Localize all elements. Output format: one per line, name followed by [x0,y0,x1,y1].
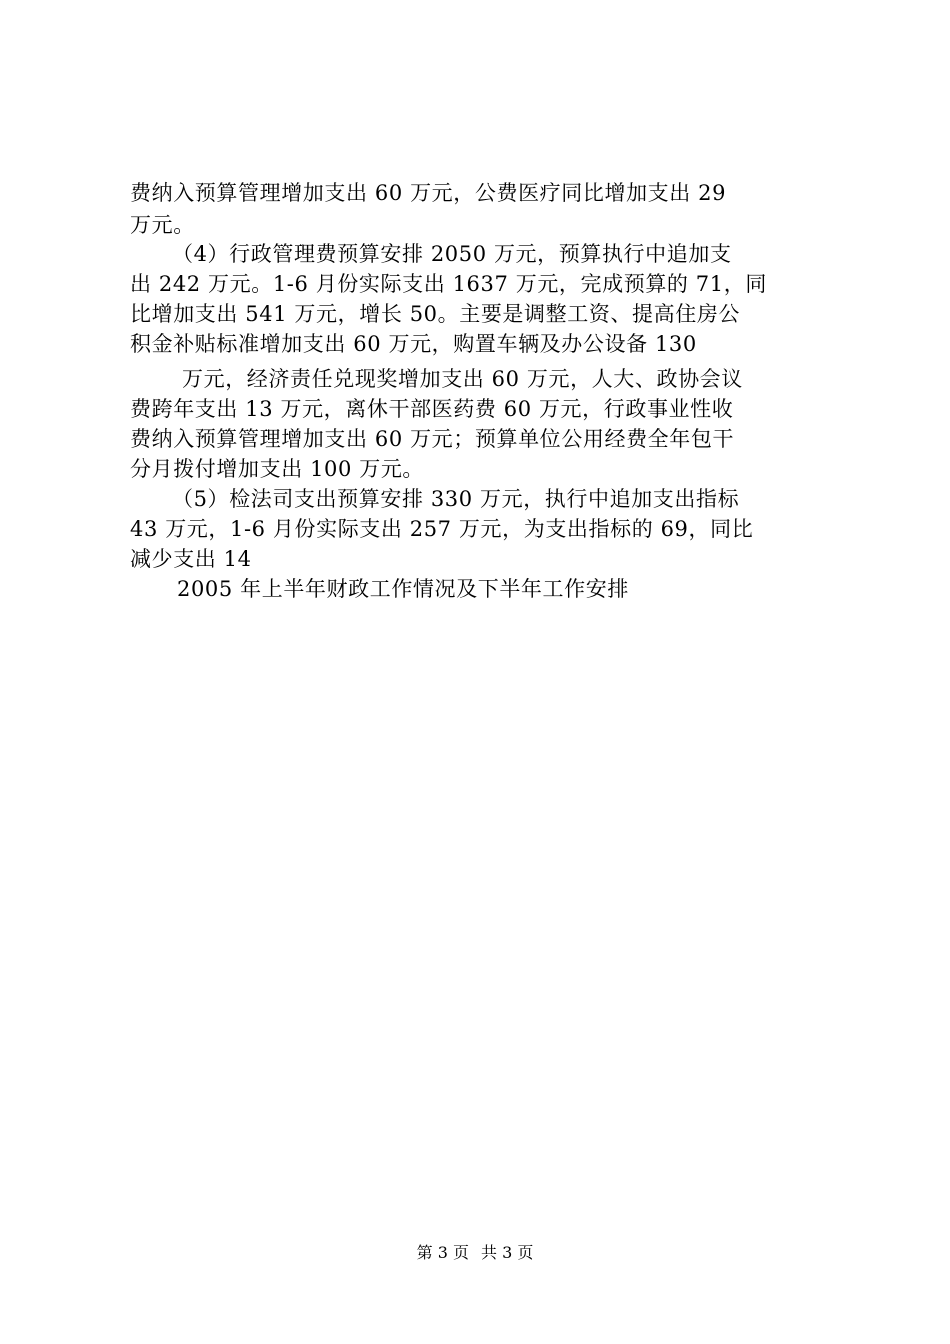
body-line: 费纳入预算管理增加支出 60 万元；预算单位公用经费全年包干 [130,427,735,451]
body-line: 万元，经济责任兑现奖增加支出 60 万元，人大、政协会议 [182,367,743,391]
page-footer [0,1242,950,1264]
body-line: 分月拨付增加支出 100 万元。 [130,457,425,481]
page-number: 第 3 页 [416,1243,469,1262]
document-title-line: 2005 年上半年财政工作情况及下半年工作安排 [177,577,629,601]
body-line: 费纳入预算管理增加支出 60 万元，公费医疗同比增加支出 29 [130,181,727,205]
body-line: 43 万元，1-6 月份实际支出 257 万元，为支出指标的 69，同比 [130,517,754,541]
page-total: 共 3 页 [481,1243,534,1262]
body-line: 万元。 [130,213,195,237]
body-line: 费跨年支出 13 万元，离休干部医药费 60 万元，行政事业性收 [130,397,734,421]
body-line: （5）检法司支出预算安排 330 万元，执行中追加支出指标 [172,487,740,511]
body-line: （4）行政管理费预算安排 2050 万元，预算执行中追加支 [172,242,732,266]
body-line: 出 242 万元。1-6 月份实际支出 1637 万元，完成预算的 71，同 [130,272,767,296]
body-line: 减少支出 14 [130,547,252,571]
body-line: 比增加支出 541 万元，增长 50。主要是调整工资、提高住房公 [130,302,741,326]
body-line: 积金补贴标准增加支出 60 万元，购置车辆及办公设备 130 [130,332,697,356]
